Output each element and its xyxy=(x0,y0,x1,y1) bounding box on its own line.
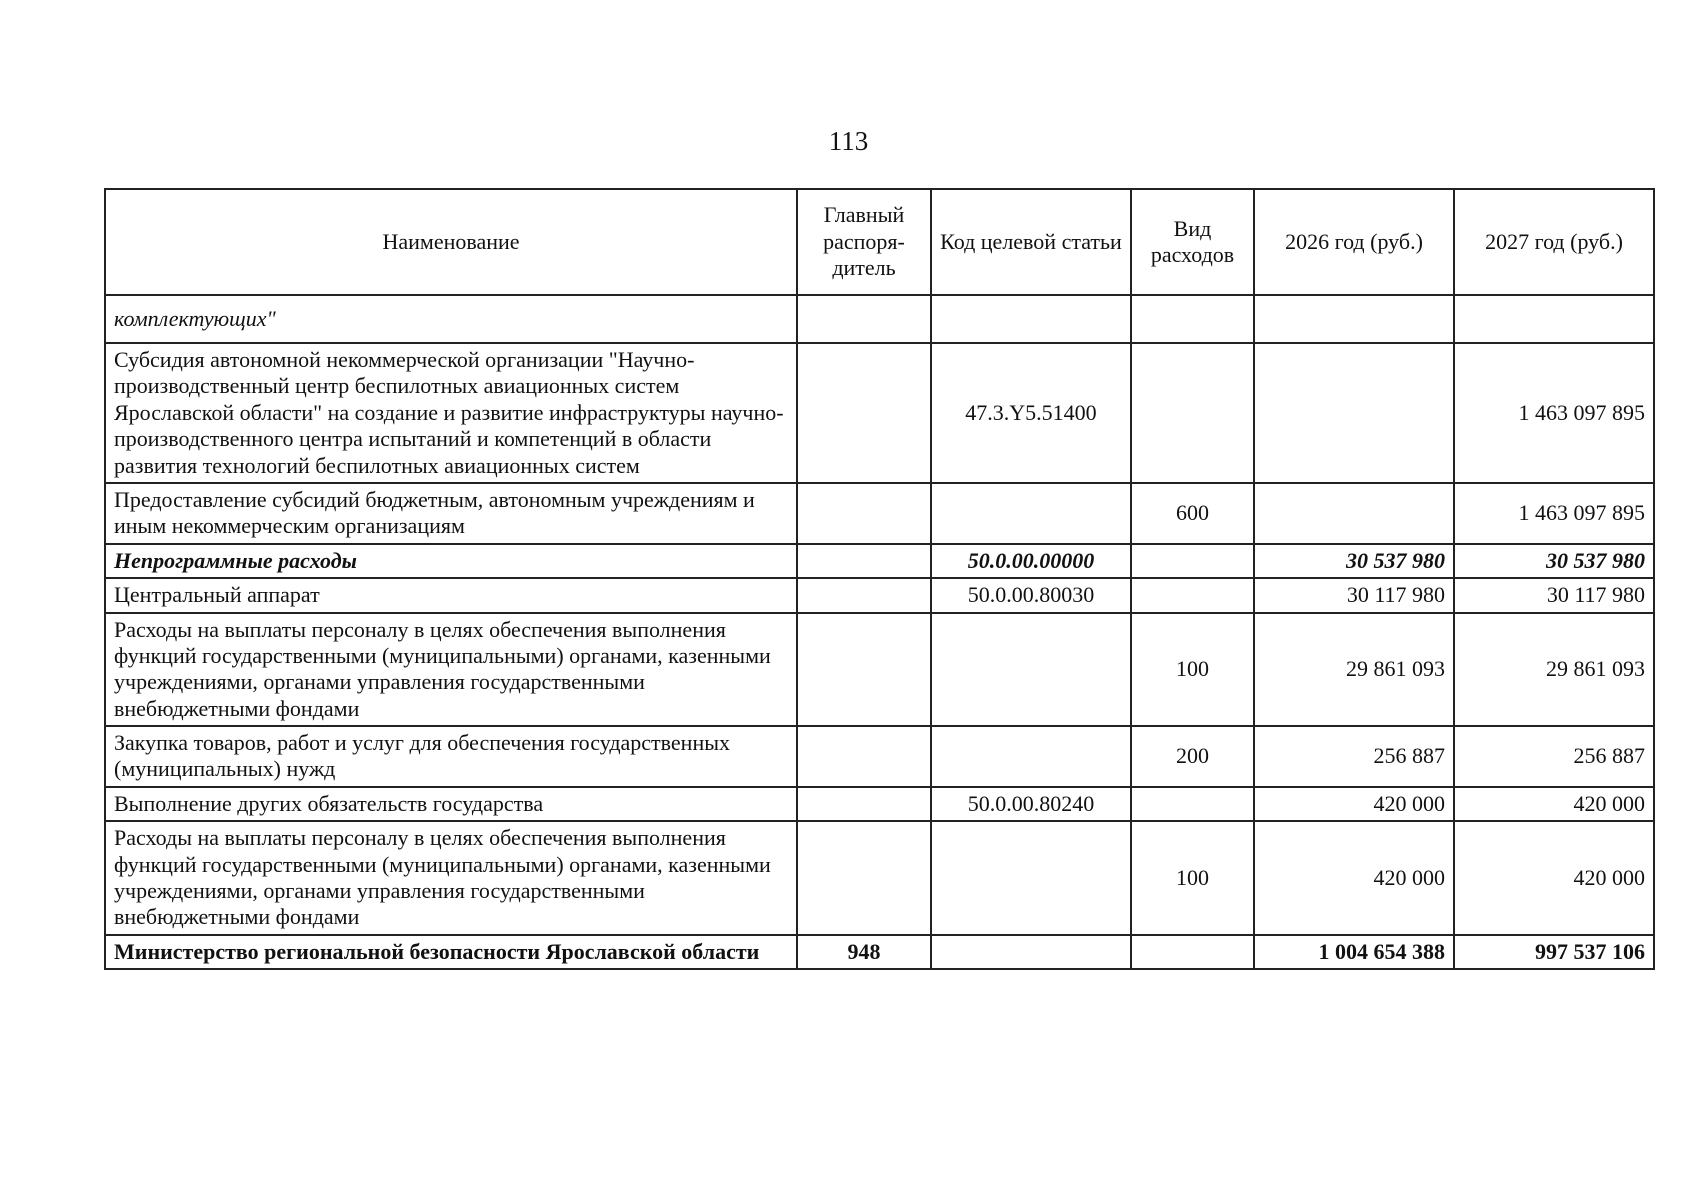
table-row xyxy=(105,578,1654,612)
row-code: 50.0.00.80030 xyxy=(931,578,1131,612)
header-2027: 2027 год (руб.) xyxy=(1454,189,1654,295)
table-row xyxy=(105,613,1654,727)
row-2026: 256 887 xyxy=(1254,726,1454,787)
page-number: 113 xyxy=(828,126,869,156)
row-grbs xyxy=(797,483,931,544)
table-row xyxy=(105,295,1654,343)
row-code xyxy=(931,726,1131,787)
table-header-row xyxy=(105,189,1654,295)
row-2026: 29 861 093 xyxy=(1254,613,1454,727)
row-vid xyxy=(1131,578,1254,612)
row-name: Предоставление субсидий бюджетным, автономным учреждениям и иным некоммерческим организациям xyxy=(105,483,797,544)
row-2027: 30 537 980 xyxy=(1454,544,1654,578)
header-grbs: Главный распоря-дитель xyxy=(797,189,931,295)
row-grbs xyxy=(797,821,931,935)
row-name: Центральный аппарат xyxy=(105,578,797,612)
row-vid xyxy=(1131,935,1254,969)
header-name: Наименование xyxy=(105,189,797,295)
row-name: Министерство региональной безопасности Ярославской области xyxy=(105,935,797,969)
row-vid xyxy=(1131,295,1254,343)
row-2027: 1 463 097 895 xyxy=(1454,483,1654,544)
header-2026: 2026 год (руб.) xyxy=(1254,189,1454,295)
table-row xyxy=(105,787,1654,821)
row-2027: 30 117 980 xyxy=(1454,578,1654,612)
row-name: Выполнение других обязательств государства xyxy=(105,787,797,821)
row-grbs: 948 xyxy=(797,935,931,969)
row-code xyxy=(931,821,1131,935)
row-code xyxy=(931,483,1131,544)
row-2026 xyxy=(1254,343,1454,483)
table-row xyxy=(105,726,1654,787)
row-code xyxy=(931,295,1131,343)
row-2026: 420 000 xyxy=(1254,787,1454,821)
row-vid: 100 xyxy=(1131,613,1254,727)
row-vid xyxy=(1131,544,1254,578)
row-2027: 420 000 xyxy=(1454,787,1654,821)
row-vid xyxy=(1131,787,1254,821)
row-vid: 100 xyxy=(1131,821,1254,935)
table-row xyxy=(105,821,1654,935)
table-row xyxy=(105,343,1654,483)
row-2027: 1 463 097 895 xyxy=(1454,343,1654,483)
table-row xyxy=(105,544,1654,578)
row-name: Расходы на выплаты персоналу в целях обеспечения выполнения функций государственными (муниципальными) органами, казенными учреждениями, органами управления государственными внебюджетными фондами xyxy=(105,821,797,935)
header-code: Код целевой статьи xyxy=(931,189,1131,295)
row-grbs xyxy=(797,787,931,821)
row-vid: 200 xyxy=(1131,726,1254,787)
row-2027: 256 887 xyxy=(1454,726,1654,787)
row-code xyxy=(931,935,1131,969)
row-2026 xyxy=(1254,295,1454,343)
row-vid: 600 xyxy=(1131,483,1254,544)
row-name: Расходы на выплаты персоналу в целях обеспечения выполнения функций государственными (муниципальными) органами, казенными учреждениями, органами управления государственными внебюджетными фондами xyxy=(105,613,797,727)
header-vid: Вид расходов xyxy=(1131,189,1254,295)
budget-table xyxy=(104,188,1655,970)
row-vid xyxy=(1131,343,1254,483)
row-2027: 29 861 093 xyxy=(1454,613,1654,727)
row-grbs xyxy=(797,613,931,727)
table-row xyxy=(105,483,1654,544)
table-row xyxy=(105,935,1654,969)
row-grbs xyxy=(797,295,931,343)
row-code: 50.0.00.00000 xyxy=(931,544,1131,578)
row-grbs xyxy=(797,578,931,612)
row-code xyxy=(931,613,1131,727)
row-2027: 420 000 xyxy=(1454,821,1654,935)
row-name: Закупка товаров, работ и услуг для обеспечения государственных (муниципальных) нужд xyxy=(105,726,797,787)
row-name: комплектующих" xyxy=(105,295,797,343)
row-2026: 420 000 xyxy=(1254,821,1454,935)
row-2026: 1 004 654 388 xyxy=(1254,935,1454,969)
row-grbs xyxy=(797,544,931,578)
row-grbs xyxy=(797,726,931,787)
row-name: Непрограммные расходы xyxy=(105,544,797,578)
row-2027: 997 537 106 xyxy=(1454,935,1654,969)
row-name: Субсидия автономной некоммерческой организации "Научно-производственный центр беспилотных авиационных систем Ярославской области" на создание и развитие инфраструктуры научно-производственного центра испытаний и компетенций в области развития технологий беспилотных авиационных систем xyxy=(105,343,797,483)
row-grbs xyxy=(797,343,931,483)
row-2026: 30 537 980 xyxy=(1254,544,1454,578)
row-code: 47.3.Y5.51400 xyxy=(931,343,1131,483)
row-code: 50.0.00.80240 xyxy=(931,787,1131,821)
row-2026 xyxy=(1254,483,1454,544)
row-2026: 30 117 980 xyxy=(1254,578,1454,612)
row-2027 xyxy=(1454,295,1654,343)
